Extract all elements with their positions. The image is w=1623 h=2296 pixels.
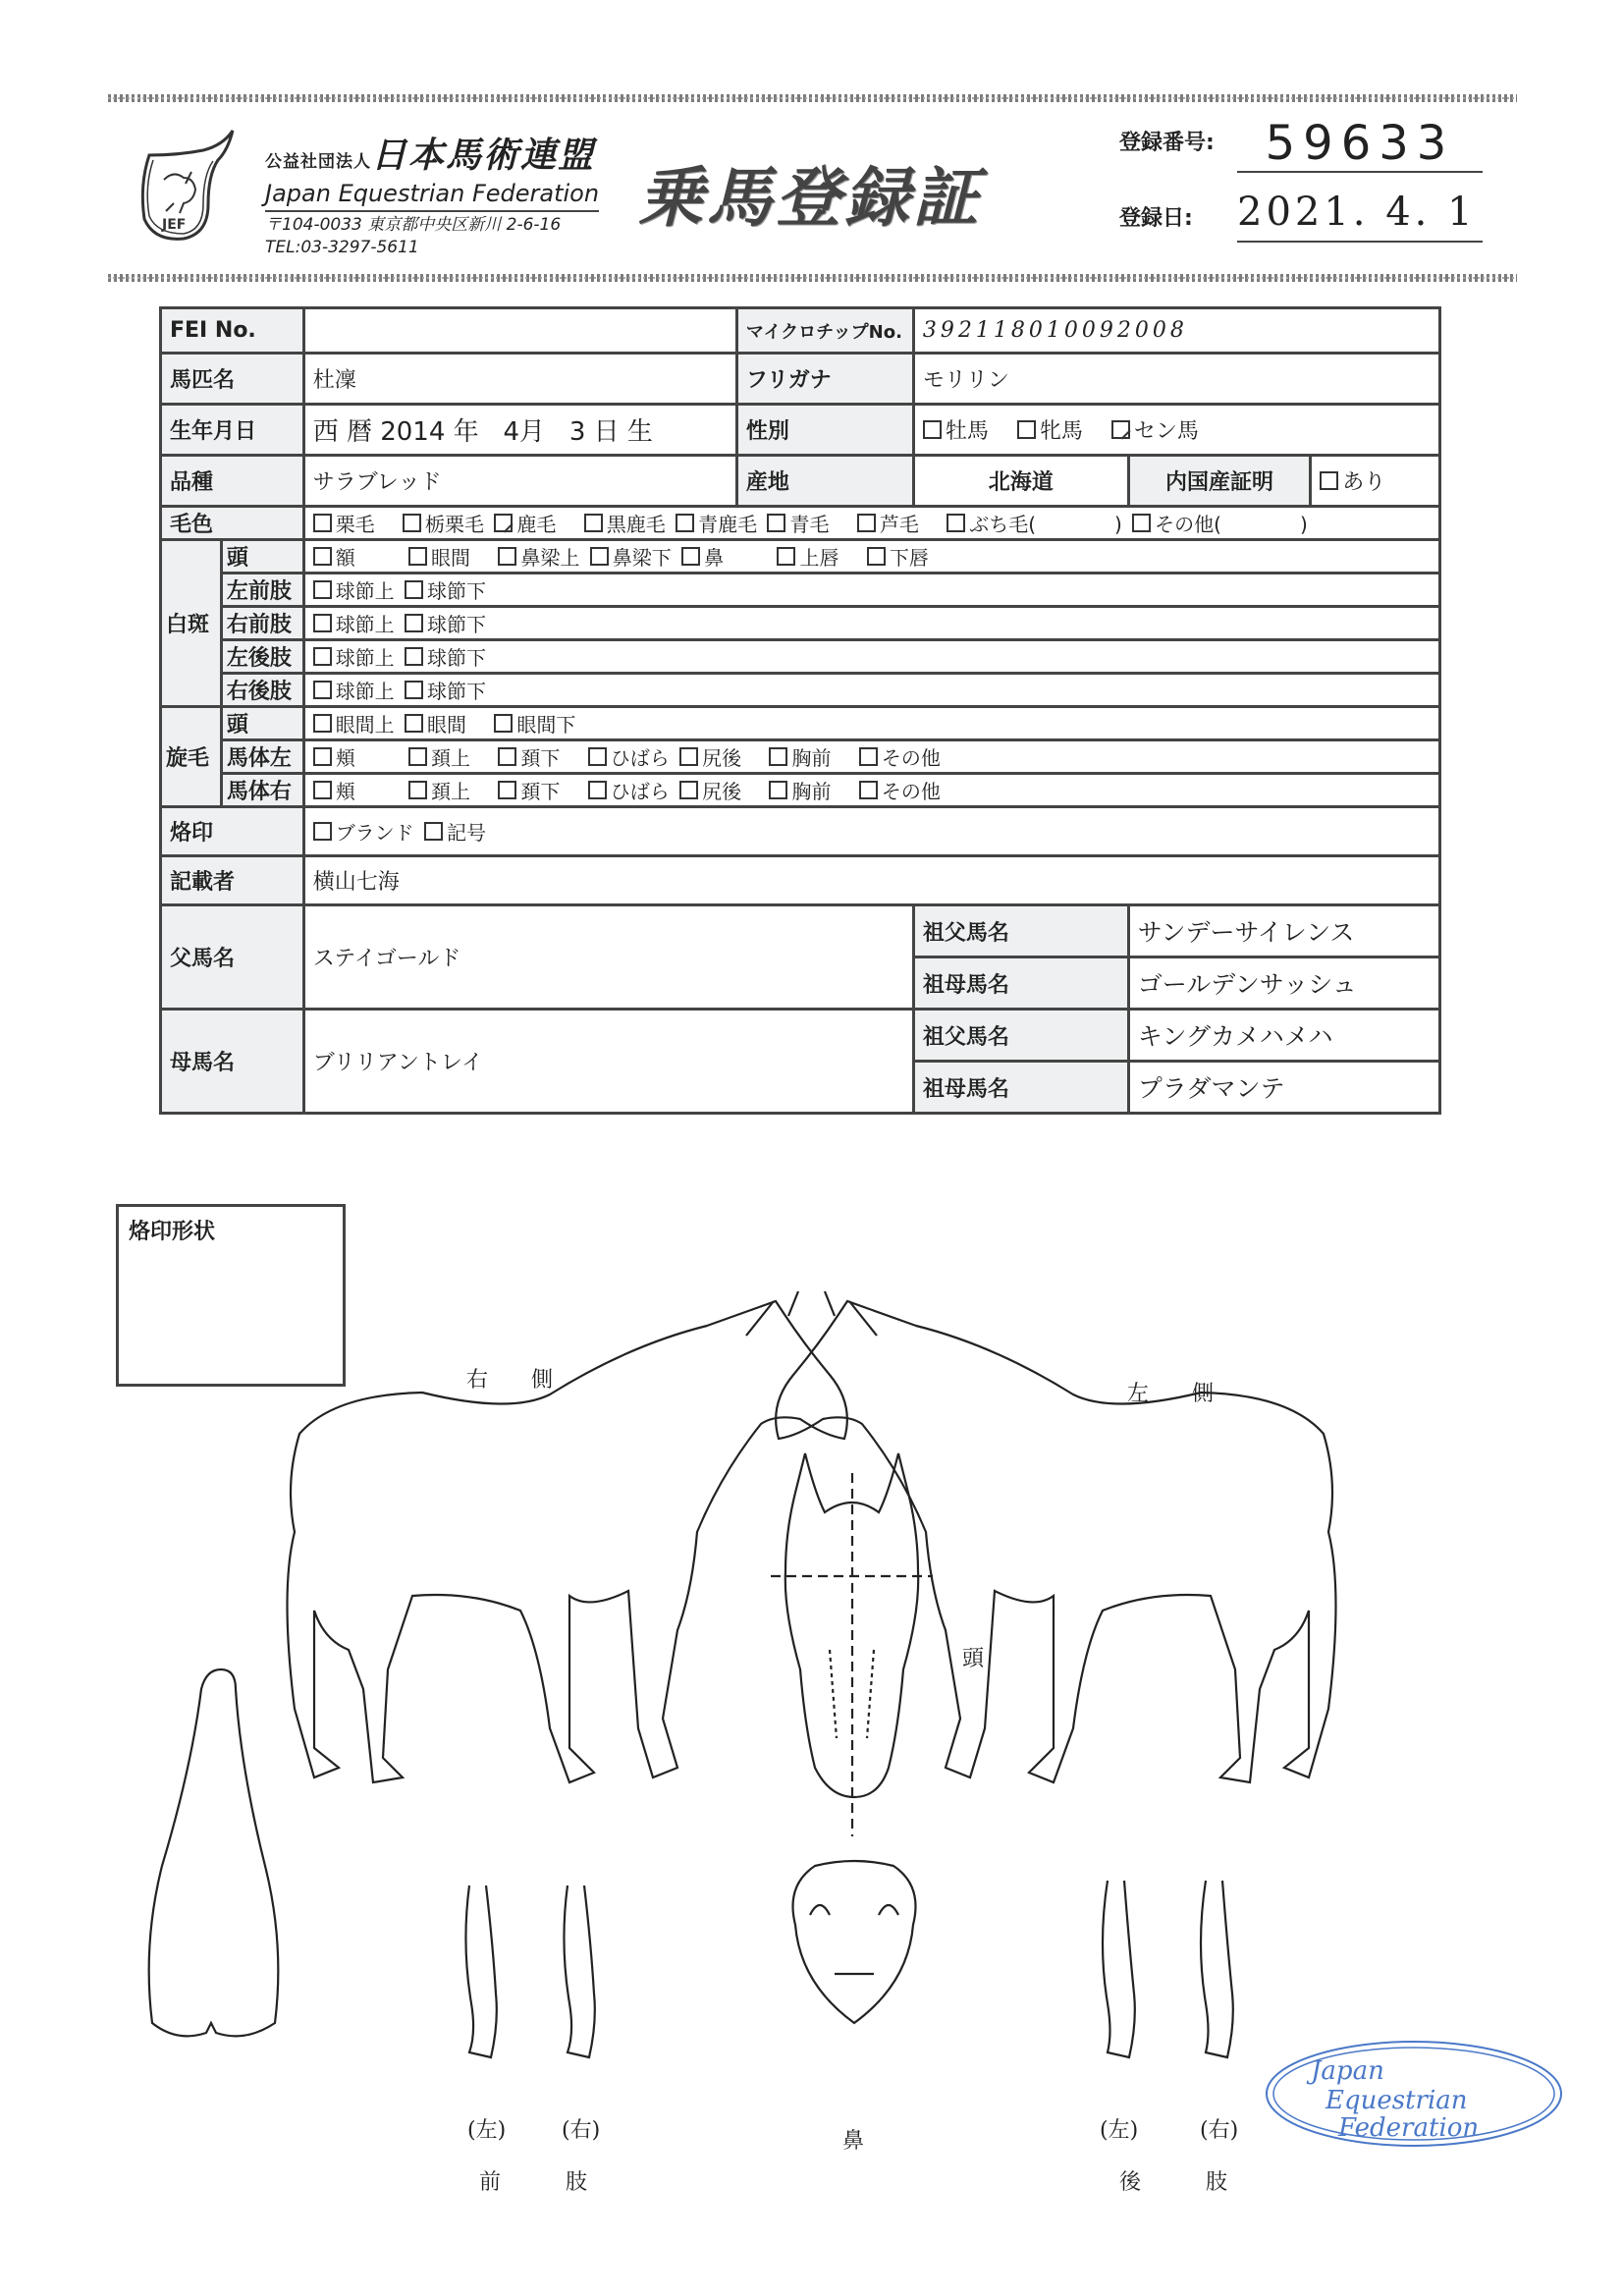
- sex-options: [913, 405, 1439, 456]
- row-dam: [161, 1010, 1440, 1062]
- dam-field[interactable]: ブリリアントレイ: [303, 1010, 913, 1114]
- breed-field[interactable]: サラブレッド: [303, 456, 736, 507]
- registration-number-label: 登録番号:: [1119, 131, 1215, 155]
- coat-option[interactable]: 栗毛: [313, 509, 375, 537]
- horse-outline-diagram[interactable]: [0, 1257, 1623, 2160]
- horse-rear-view-icon: [149, 1669, 279, 2036]
- registration-form-table: [159, 306, 1441, 1115]
- row-fei-microchip: [161, 308, 1440, 354]
- whorl-row: 馬体左 頬 頚上 頚下 ひばら 尻後 胸前 その他: [161, 740, 1440, 774]
- origin-field[interactable]: 北海道: [913, 456, 1128, 507]
- org-name-jp: 日本馬術連盟: [371, 136, 596, 176]
- microchip-field[interactable]: 392118010092008: [913, 308, 1439, 354]
- stamp-line3: Federation: [1338, 2113, 1480, 2143]
- dam-granddam-label: 祖母馬名: [913, 1062, 1128, 1114]
- hindlimbs-icon: [1103, 1881, 1233, 2057]
- dam-granddam-field[interactable]: プラダマンテ: [1128, 1062, 1439, 1114]
- org-tel: TEL:03-3297-5611: [265, 238, 419, 257]
- top-decorative-rule: [108, 94, 1517, 102]
- white-marking-row: 左前肢 球節上 球節下: [161, 574, 1440, 607]
- whorl-row: 旋毛 頭 眼間上 眼間 眼間下: [161, 707, 1440, 740]
- org-prefix: 公益社団法人: [265, 152, 371, 172]
- coat-option[interactable]: 芦毛: [857, 509, 919, 537]
- marking-options: 額 眼間 鼻梁上 鼻梁下 鼻 上唇 下唇: [303, 540, 1439, 574]
- birth-date-field[interactable]: [303, 405, 736, 456]
- white-marking-row: 右後肢 球節上 球節下: [161, 674, 1440, 707]
- coat-option[interactable]: 栃栗毛: [403, 509, 484, 537]
- sire-grandsire-field[interactable]: サンデーサイレンス: [1128, 905, 1439, 957]
- fei-no-label: FEI No.: [161, 308, 304, 354]
- sire-granddam-label: 祖母馬名: [913, 957, 1128, 1010]
- row-birth-sex: [161, 405, 1440, 456]
- sex-option-gelding[interactable]: セン馬: [1111, 414, 1199, 445]
- muzzle-label: 鼻: [842, 2129, 865, 2154]
- whorls-label: 旋毛: [161, 707, 222, 807]
- sire-granddam-field[interactable]: ゴールデンサッシュ: [1128, 957, 1439, 1010]
- registration-date-label: 登録日:: [1119, 206, 1193, 231]
- row-brand: [161, 807, 1440, 856]
- white-marking-row: 右前肢 球節上 球節下: [161, 607, 1440, 640]
- furigana-label: フリガナ: [736, 354, 913, 405]
- stamp-line1: Japan: [1311, 2056, 1384, 2086]
- logo-text: JEF: [162, 217, 187, 233]
- bottom-decorative-rule: [108, 274, 1517, 282]
- checkbox-icon: [1320, 471, 1338, 490]
- month-unit: 月: [519, 417, 546, 447]
- era-prefix: 西 暦: [312, 417, 372, 447]
- birth-day: 3: [568, 417, 586, 447]
- document-title: 乗馬登録証: [638, 160, 982, 236]
- row-coat-color: [161, 507, 1440, 540]
- furigana-field[interactable]: モリリン: [913, 354, 1439, 405]
- registration-number: [1119, 116, 1455, 171]
- dam-grandsire-label: 祖父馬名: [913, 1010, 1128, 1062]
- org-address: 〒104-0033 東京都中央区新川 2-6-16: [265, 215, 562, 235]
- horse-right-side-icon: [288, 1291, 847, 1782]
- brand-shape-label: 烙印形状: [129, 1220, 216, 1244]
- checkbox-checked-icon: [1111, 420, 1130, 439]
- birth-suffix: 生: [626, 417, 653, 447]
- coat-color-label: 毛色: [161, 507, 304, 540]
- coat-option[interactable]: ぶち毛( ): [947, 509, 1122, 537]
- sex-option-stallion[interactable]: 牡馬: [923, 414, 989, 445]
- horse-name-label: 馬匹名: [161, 354, 304, 405]
- recorder-label: 記載者: [161, 856, 304, 905]
- registration-number-value: 59633: [1237, 116, 1483, 173]
- brand-option[interactable]: ブランド: [313, 817, 414, 846]
- row-sire: [161, 905, 1440, 957]
- birth-year: 2014: [380, 417, 446, 447]
- jef-saddle-logo-icon: [130, 126, 238, 244]
- hindlimb-label: 後 肢: [1119, 2170, 1228, 2195]
- left-side-label: 左 側: [1127, 1382, 1215, 1406]
- white-marking-row: 左後肢 球節上 球節下: [161, 640, 1440, 674]
- coat-option[interactable]: 青毛: [767, 509, 829, 537]
- row-recorder: [161, 856, 1440, 905]
- hindlimb-right-label: (右): [1200, 2118, 1239, 2143]
- birth-date-label: 生年月日: [161, 405, 304, 456]
- sex-option-mare[interactable]: 牝馬: [1017, 414, 1083, 445]
- horse-muzzle-icon: [793, 1861, 916, 2023]
- breed-label: 品種: [161, 456, 304, 507]
- coat-color-options: [303, 507, 1439, 540]
- sire-label: 父馬名: [161, 905, 304, 1010]
- recorder-field[interactable]: 横山七海: [303, 856, 1439, 905]
- domestic-cert-option[interactable]: あり: [1311, 456, 1440, 507]
- checkbox-icon: [923, 420, 942, 439]
- row-name: [161, 354, 1440, 405]
- sire-field[interactable]: ステイゴールド: [303, 905, 913, 1010]
- forelimbs-icon: [465, 1886, 594, 2057]
- domestic-cert-label: 内国産証明: [1128, 456, 1311, 507]
- jef-seal-stamp-icon: [1262, 2038, 1566, 2151]
- fei-no-field[interactable]: [303, 308, 736, 354]
- org-name-en: Japan Equestrian Federation: [265, 180, 599, 212]
- horse-left-side-icon: [776, 1291, 1335, 1782]
- white-marking-row: [161, 540, 1440, 574]
- day-unit: 日: [593, 417, 620, 447]
- organization-block: [265, 128, 599, 257]
- right-side-label: 右 側: [466, 1368, 554, 1393]
- birth-month: 4: [503, 417, 520, 447]
- dam-label: 母馬名: [161, 1010, 304, 1114]
- hindlimb-left-label: (左): [1100, 2118, 1139, 2143]
- origin-label: 産地: [736, 456, 913, 507]
- registration-date-value: 2021. 4. 1: [1237, 190, 1483, 243]
- horse-name-field[interactable]: 杜凜: [303, 354, 736, 405]
- whorl-row: 馬体右 頬 頚上 頚下 ひばら 尻後 胸前 その他: [161, 774, 1440, 807]
- row-breed-origin: [161, 456, 1440, 507]
- microchip-label: マイクロチップNo.: [736, 308, 913, 354]
- coat-option[interactable]: 青鹿毛: [676, 509, 757, 537]
- checkbox-icon: [1017, 420, 1036, 439]
- stamp-line2: Equestrian: [1325, 2086, 1468, 2115]
- white-markings-label: 白斑: [161, 540, 222, 707]
- brand-option[interactable]: 記号: [424, 817, 486, 846]
- horse-head-front-icon: [771, 1453, 933, 1836]
- sex-label: 性別: [736, 405, 913, 456]
- forelimb-label: 前 肢: [479, 2170, 588, 2195]
- coat-option-checked[interactable]: 鹿毛: [494, 509, 556, 537]
- coat-option[interactable]: その他( ): [1132, 509, 1308, 537]
- brand-label: 烙印: [161, 807, 304, 856]
- dam-grandsire-field[interactable]: キングカメハメハ: [1128, 1010, 1439, 1062]
- sire-grandsire-label: 祖父馬名: [913, 905, 1128, 957]
- marking-part-label: 頭: [221, 540, 303, 574]
- year-unit: 年: [453, 417, 479, 447]
- forelimb-right-label: (右): [562, 2118, 601, 2143]
- forelimb-left-label: (左): [467, 2118, 507, 2143]
- coat-option[interactable]: 黒鹿毛: [584, 509, 666, 537]
- head-label: 頭: [962, 1647, 985, 1671]
- registration-date: [1119, 190, 1477, 235]
